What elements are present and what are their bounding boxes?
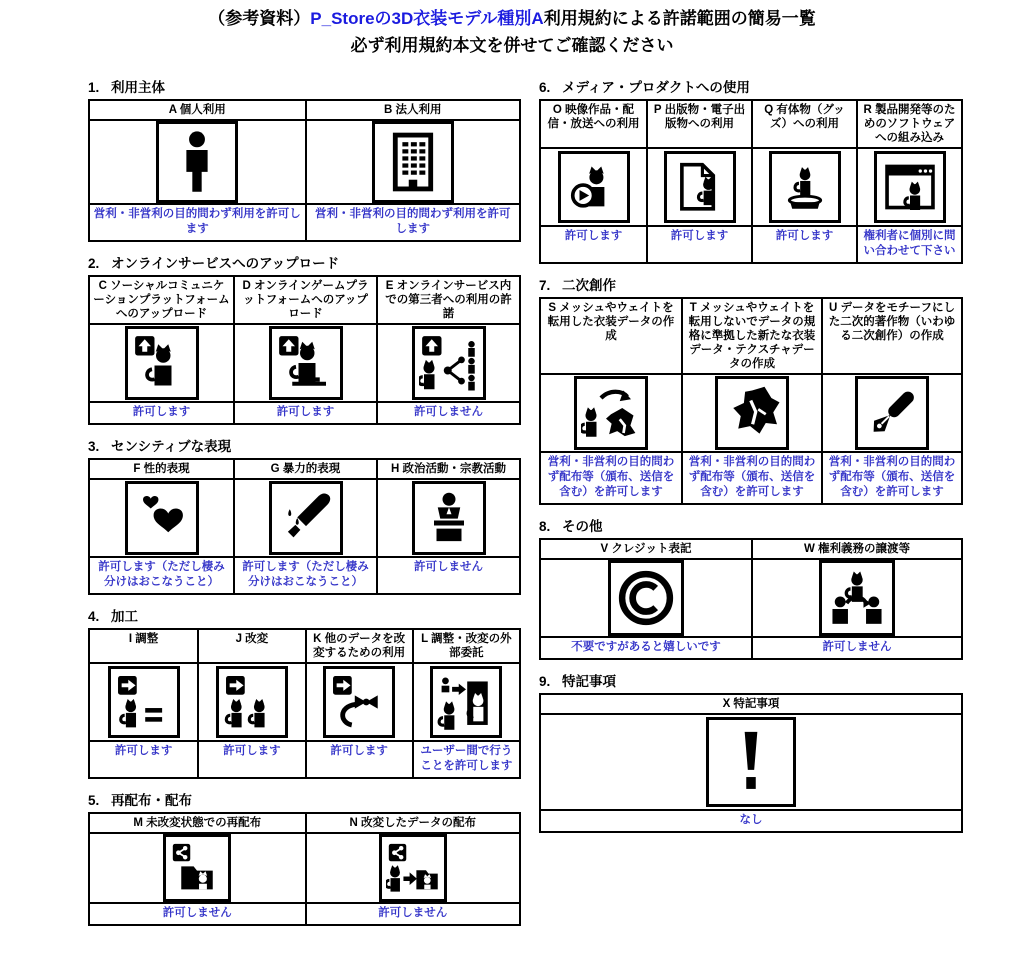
podium-speech-icon — [412, 481, 486, 555]
building-icon — [372, 121, 454, 203]
section-title: センシティブな表現 — [111, 439, 232, 454]
section-heading — [539, 274, 963, 294]
section-number: 3. — [88, 439, 100, 454]
cell-header: I 調整 — [128, 633, 159, 645]
section-number: 9. — [539, 674, 551, 689]
cell-icon — [821, 373, 961, 451]
cell-header: B 法人利用 — [305, 101, 520, 119]
section-4 — [88, 605, 521, 779]
exclamation-icon — [706, 717, 796, 807]
section-number: 4. — [88, 609, 100, 624]
cell-header: G 暴力的表現 — [233, 460, 376, 478]
section-7 — [539, 274, 963, 505]
cell-permission: 権利者に個別に問い合わせて下さい — [856, 225, 961, 262]
section-heading — [88, 789, 521, 809]
cell-icon — [90, 119, 305, 203]
modify-icon — [216, 666, 288, 738]
section-number: 6. — [539, 80, 551, 95]
distribute-modified-icon — [379, 834, 447, 902]
cell-icon — [541, 558, 751, 636]
rights-transfer-icon — [819, 560, 895, 636]
cell-permission: 許可します — [751, 225, 856, 262]
section-heading — [539, 515, 963, 535]
title-highlight: P_Storeの3D衣装モデル種別A — [310, 9, 544, 28]
cell-icon — [90, 478, 233, 556]
cell-header: T メッシュやウェイトを転用しないでデータの規格に準拠した新たな衣装データ・テクスチャデータの作成 — [681, 299, 821, 373]
third-party-license-icon — [412, 326, 486, 400]
outsource-icon — [430, 666, 502, 738]
adjust-icon — [108, 666, 180, 738]
cell-header: C ソーシャルコミュニケーションプラットフォームへのアップロード — [93, 280, 230, 320]
cell-icon — [305, 119, 520, 203]
cell-icon — [751, 558, 961, 636]
publication-icon — [664, 151, 736, 223]
section-heading — [539, 670, 963, 690]
title-line — [0, 5, 1024, 32]
mesh-reuse-icon — [574, 376, 648, 450]
cell-icon — [233, 323, 376, 401]
section-number: 2. — [88, 256, 100, 271]
section-5 — [88, 789, 521, 926]
cell-icon — [376, 478, 519, 556]
section-table — [88, 458, 521, 595]
cell-icon — [305, 662, 412, 740]
section-3 — [88, 435, 521, 595]
section-table — [539, 99, 963, 264]
cell-permission: ユーザー間で行うことを許可します — [412, 740, 519, 777]
game-upload-icon — [269, 326, 343, 400]
section-table — [539, 693, 963, 833]
section-title: 特記事項 — [562, 674, 616, 689]
cell-icon — [541, 147, 646, 225]
section-heading — [88, 76, 521, 96]
section-title: 二次創作 — [562, 278, 616, 293]
cell-icon — [376, 323, 519, 401]
section-heading — [88, 605, 521, 625]
title-suffix: 利用規約による許諾範囲の簡易一覧 — [543, 9, 816, 28]
cell-header: R 製品開発等のためのソフトウェアへの組み込み — [856, 101, 961, 147]
section-title: その他 — [562, 519, 603, 534]
cell-permission: 許可しません — [305, 902, 520, 924]
person-icon — [156, 121, 238, 203]
section-number: 8. — [539, 519, 551, 534]
derivative-pen-icon — [855, 376, 929, 450]
cell-icon — [856, 147, 961, 225]
cell-header: N 改変したデータの配布 — [305, 814, 520, 832]
cell-permission: 許可します — [90, 740, 197, 777]
cell-icon — [646, 147, 751, 225]
cell-icon — [541, 713, 961, 809]
section-1 — [88, 76, 521, 242]
section-table — [539, 297, 963, 505]
cell-permission: 不要ですがあると嬉しいです — [541, 636, 751, 658]
document-subtitle: 必ず利用規約本文を併せてご確認ください — [350, 36, 674, 56]
cell-header: Q 有体物（グッズ）への利用 — [751, 101, 856, 147]
section-title: 再配布・配布 — [111, 793, 192, 808]
cell-header: V クレジット表記 — [600, 543, 692, 555]
cell-permission: 許可しません — [751, 636, 961, 658]
section-title: メディア・プロダクトへの使用 — [562, 80, 750, 95]
cell-icon — [90, 662, 197, 740]
section-2 — [88, 252, 521, 425]
goods-icon — [769, 151, 841, 223]
section-number: 1. — [88, 80, 100, 95]
cell-header: W 権利義務の譲渡等 — [751, 540, 961, 558]
section-number: 7. — [539, 278, 551, 293]
cell-permission: 許可します — [90, 401, 233, 423]
section-table — [88, 812, 521, 926]
section-table — [539, 538, 963, 660]
cell-header: J 改変 — [197, 630, 304, 662]
software-embed-icon — [874, 151, 946, 223]
cell-header: M 未改変状態での再配布 — [133, 817, 262, 829]
cell-permission: 許可します — [541, 225, 646, 262]
cell-header: D オンラインゲームプラットフォームへのアップロード — [233, 277, 376, 323]
cell-icon — [751, 147, 856, 225]
cell-header: U データをモチーフにした二次的著作物（いわゆる二次創作）の作成 — [821, 299, 961, 373]
cell-permission: 許可しません — [376, 556, 519, 593]
cell-permission: 営利・非営利の目的問わず配布等（頒布、送信を含む）を許可します — [681, 451, 821, 503]
cell-permission: 営利・非営利の目的問わず配布等（頒布、送信を含む）を許可します — [541, 451, 681, 503]
cell-permission: 営利・非営利の目的問わず利用を許可します — [90, 203, 305, 240]
title-prefix: （参考資料） — [208, 9, 311, 28]
document-title — [0, 5, 1024, 59]
knife-icon — [269, 481, 343, 555]
cell-header: P 出版物・電子出版物への利用 — [646, 101, 751, 147]
cell-permission: 許可しません — [376, 401, 519, 423]
cell-permission: 許可します — [197, 740, 304, 777]
cell-permission: 許可します — [305, 740, 412, 777]
cell-header: K 他のデータを改変するための利用 — [305, 630, 412, 662]
cell-icon — [233, 478, 376, 556]
cell-header: X 特記事項 — [722, 698, 780, 710]
cell-header: O 映像作品・配信・放送への利用 — [547, 104, 640, 130]
section-table — [88, 275, 521, 425]
cell-header: H 政治活動・宗教活動 — [376, 460, 519, 478]
section-table — [88, 628, 521, 779]
cell-permission: なし — [541, 809, 961, 831]
cell-permission: 許可しません — [90, 902, 305, 924]
section-heading — [88, 252, 521, 272]
section-title: 利用主体 — [111, 80, 165, 95]
cell-icon — [90, 832, 305, 902]
cell-icon — [412, 662, 519, 740]
cell-permission: 営利・非営利の目的問わず利用を許可します — [305, 203, 520, 240]
cell-icon — [305, 832, 520, 902]
hearts-icon — [125, 481, 199, 555]
cell-icon — [541, 373, 681, 451]
section-heading — [539, 76, 963, 96]
left-column — [88, 76, 521, 936]
cell-icon — [197, 662, 304, 740]
section-6 — [539, 76, 963, 264]
cell-permission: 許可します（ただし棲み分けはおこなうこと） — [233, 556, 376, 593]
modify-other-data-icon — [323, 666, 395, 738]
cell-icon — [681, 373, 821, 451]
section-9 — [539, 670, 963, 833]
section-heading — [88, 435, 521, 455]
cell-header: F 性的表現 — [133, 463, 190, 475]
section-8 — [539, 515, 963, 660]
redistribute-icon — [163, 834, 231, 902]
section-table — [88, 99, 521, 242]
right-column — [539, 76, 963, 843]
cell-header: L 調整・改変の外部委託 — [412, 630, 519, 662]
cell-header: A 個人利用 — [168, 104, 226, 116]
section-number: 5. — [88, 793, 100, 808]
cell-header: S メッシュやウェイトを転用した衣装データの作成 — [547, 302, 675, 342]
section-title: 加工 — [111, 609, 138, 624]
cell-permission: 営利・非営利の目的問わず配布等（頒布、送信を含む）を許可します — [821, 451, 961, 503]
cell-icon — [90, 323, 233, 401]
new-costume-icon — [715, 376, 789, 450]
cell-permission: 許可します — [646, 225, 751, 262]
section-title: オンラインサービスへのアップロード — [111, 256, 340, 271]
social-upload-icon — [125, 326, 199, 400]
copyright-icon — [608, 560, 684, 636]
cell-permission: 許可します（ただし棲み分けはおこなうこと） — [90, 556, 233, 593]
cell-permission: 許可します — [233, 401, 376, 423]
video-work-icon — [558, 151, 630, 223]
cell-header: E オンラインサービス内での第三者への利用の許諾 — [376, 277, 519, 323]
